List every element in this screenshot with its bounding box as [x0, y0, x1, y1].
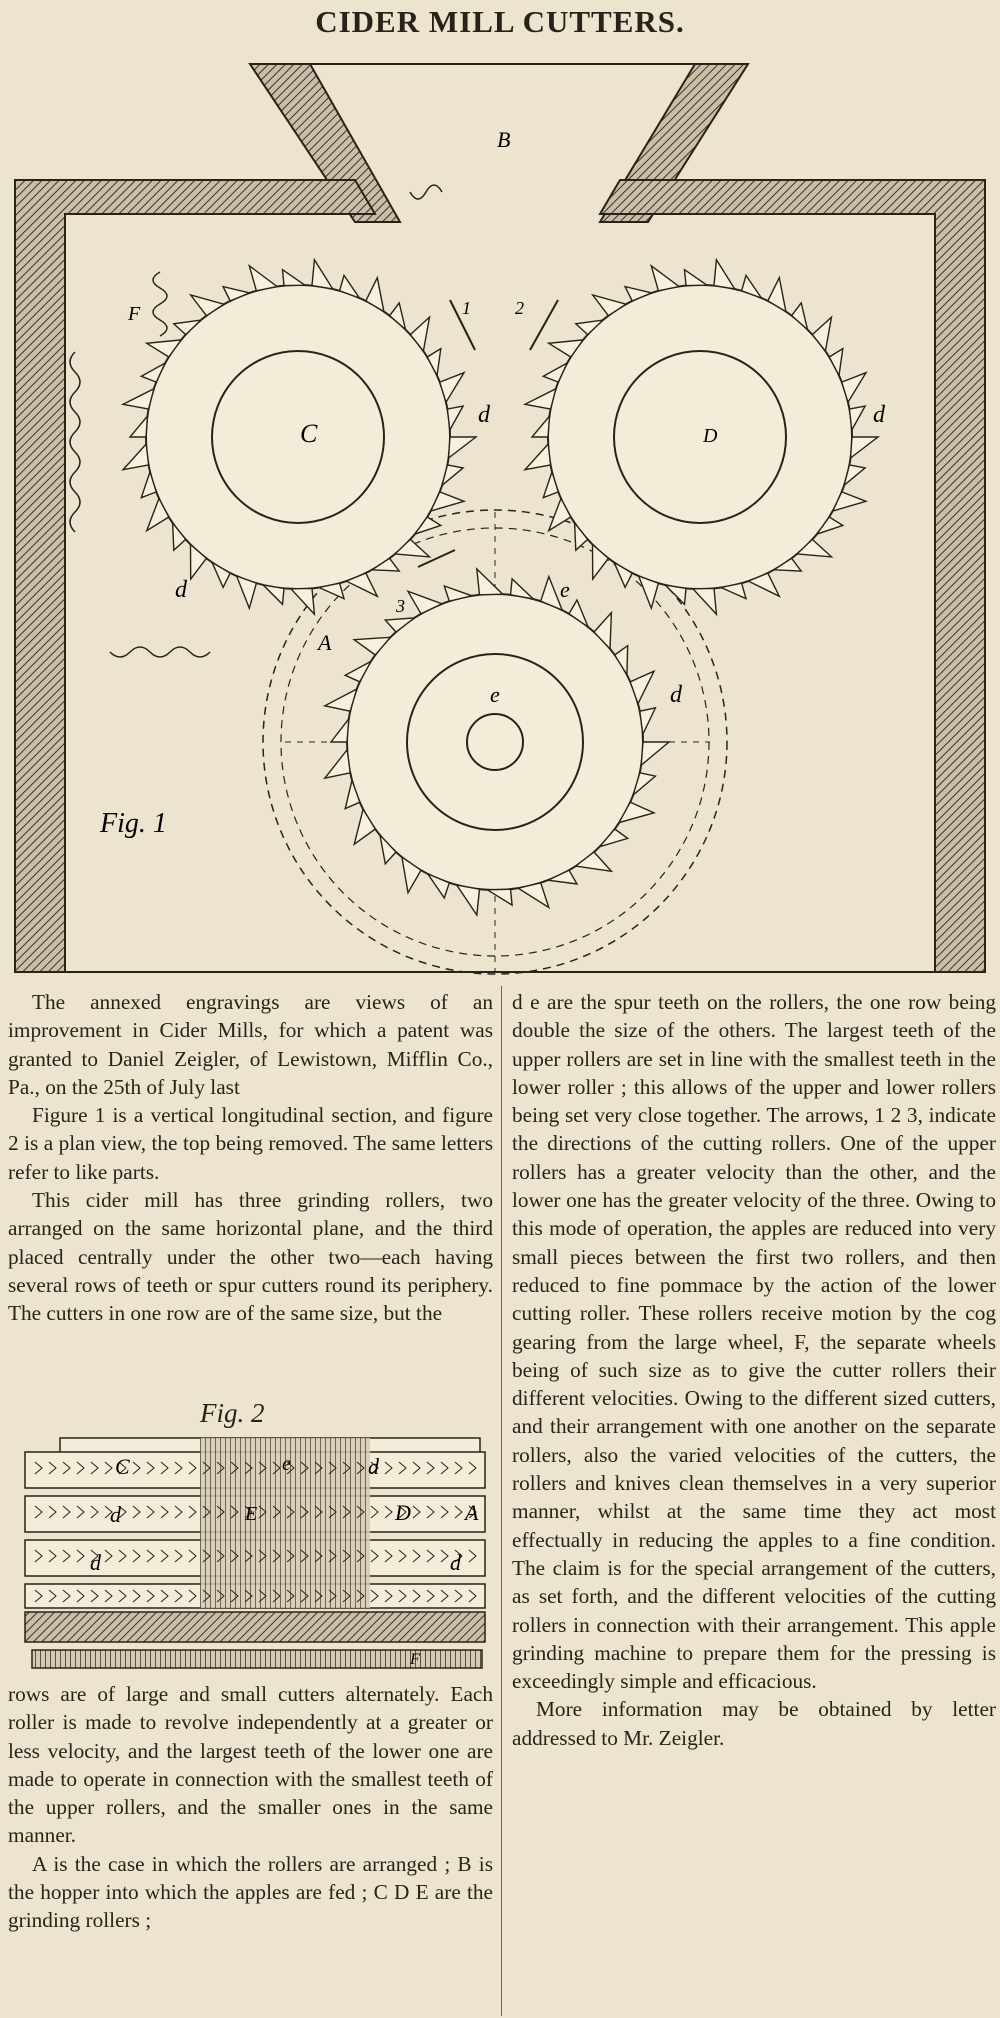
label-hopper: B [497, 127, 511, 152]
label-teeth-e: e [560, 577, 570, 602]
spur-tooth-d [525, 389, 556, 409]
spur-tooth-d [665, 585, 686, 604]
fig2-label-d3: d [90, 1550, 101, 1575]
right-column [512, 988, 996, 1752]
spur-tooth-d [849, 406, 865, 430]
paragraph-figures: Figure 1 is a vertical longitudinal section, and figure 2 is a plan view, the top being removed. The same letters refer to like parts. [8, 1103, 493, 1184]
left-column-top [8, 988, 493, 1328]
fig2-label-A: A [465, 1500, 479, 1525]
spur-tooth-e [487, 889, 512, 905]
figure-1-engraving [0, 52, 1000, 980]
fig2-label-d2: d [110, 1502, 121, 1527]
spur-tooth-d [525, 444, 551, 470]
paragraph-rows-continued: rows are of large and small cutters alternately. Each roller is made to revolve independently at a greater or less velocity, and the largest teeth of the lower one are made to operate in connection with the smallest teeth of the upper rollers, and the smaller ones in the same manner. [8, 1682, 493, 1848]
spur-tooth-e [511, 579, 534, 599]
paragraph-teeth: d e are the spur teeth on the rollers, the one row being double the size of the others. The largest teeth of the upper rollers are set in line with the smallest teeth in the lower roller ; this allows of the upper and lower rollers being set very close together. The arrows, 1 2 3, indicate the directions of the cutting rollers. One of the upper rollers has a greater velocity than the other, and the lower one has the greater velocity of the three. Owing to this mode of operation, the apples are reduced into very small pieces between the first two rollers, and then reduced to fine pommace by the action of the lower cutting roller. These rollers receive motion by the cog gearing from the large wheel, F, the separate wheels being of such size as to give the cutter rollers their different velocities. Owing to the different sized cutters, and their arrangement with one another on the separate rollers, also the varied velocities of the cutters, the rollers and knives clean themselves in a very superior manner, whilst at the same time they act most effectually in reducing the apples to a fine condition. The claim is for the special arrangement of the cutters, as set forth, and the different velocities of the cutting rollers in connection with their arrangement. This apple grinding machine to prepare them for the pressing is exceedingly simple and efficacious. [512, 990, 996, 1694]
roller-e [347, 594, 643, 890]
spur-tooth-e [518, 883, 549, 908]
figure-2-engraving [20, 1400, 490, 1670]
label-teeth-d3: d [175, 577, 187, 603]
spur-tooth-d [651, 266, 679, 291]
roller-d [548, 285, 852, 589]
label-arrow-2: 2 [515, 298, 524, 318]
fig2-label-d1: d [368, 1454, 379, 1479]
spur-tooth-c [123, 444, 149, 470]
spur-tooth-d [851, 437, 879, 458]
label-teeth-d1: d [478, 402, 490, 428]
spur-tooth-c [123, 389, 154, 409]
spur-tooth-c [249, 266, 277, 291]
paragraph-more-info: More information may be obtained by letter addressed to Mr. Zeigler. [512, 1697, 996, 1750]
page-title: CIDER MILL CUTTERS. [315, 4, 685, 39]
roller-c [146, 285, 450, 589]
spur-tooth-c [263, 585, 284, 604]
figure-2-caption: Fig. 2 [200, 1398, 265, 1428]
fig2-label-c: C [115, 1454, 130, 1479]
fig2-label-d4: d [450, 1550, 461, 1575]
fig2-label-e: e [282, 1453, 291, 1475]
spur-tooth-e [641, 742, 669, 765]
spur-tooth-e [331, 719, 349, 742]
label-arrow-3: 3 [396, 596, 405, 616]
label-teeth-d2: d [873, 402, 885, 428]
spur-tooth-e [325, 750, 350, 779]
paragraph-rollers: This cider mill has three grinding rollers, two arranged on the same horizontal plane, and the third placed centrally under the other two—each having several rows of teeth or spur cutters round its periphery. The cutters in one row are of the same size, but the [8, 1188, 493, 1326]
fig2-label-E: E [245, 1503, 258, 1525]
label-roller-d: D [703, 425, 718, 447]
spur-tooth-c [283, 270, 306, 286]
left-column-bottom [8, 1680, 493, 1935]
label-wheel: F [128, 303, 141, 325]
spur-tooth-e [457, 885, 480, 915]
paragraph-parts: A is the case in which the rollers are arranged ; B is the hopper into which the apples are fed ; C D E are the grinding rollers ; [8, 1851, 493, 1933]
fig2-label-b: F [410, 1651, 420, 1668]
paragraph-intro: The annexed engravings are views of an improvement in Cider Mills, for which a patent was granted to Daniel Zeigler, of Lewistown, Mifflin Co., Pa., on the 25th of July last [8, 990, 493, 1099]
label-teeth-d4: d [670, 682, 682, 708]
spur-tooth-e [640, 708, 656, 734]
spur-tooth-d [685, 270, 708, 286]
spur-tooth-c [312, 260, 333, 289]
spur-tooth-d [532, 416, 550, 437]
label-roller-c: C [300, 419, 318, 448]
spur-tooth-c [449, 437, 477, 458]
spur-tooth-c [130, 416, 148, 437]
spur-tooth-d [714, 260, 735, 289]
column-divider [501, 986, 502, 2016]
spur-tooth-e [477, 569, 503, 595]
figure-1-caption: Fig. 1 [100, 808, 167, 839]
label-arrow-1: 1 [462, 298, 471, 318]
spur-tooth-d [693, 588, 716, 614]
fig2-label-D: D [395, 1500, 411, 1525]
label-case: A [318, 630, 332, 655]
spur-tooth-c [447, 406, 463, 430]
spur-tooth-c [291, 588, 314, 614]
label-roller-e: e [490, 682, 500, 707]
